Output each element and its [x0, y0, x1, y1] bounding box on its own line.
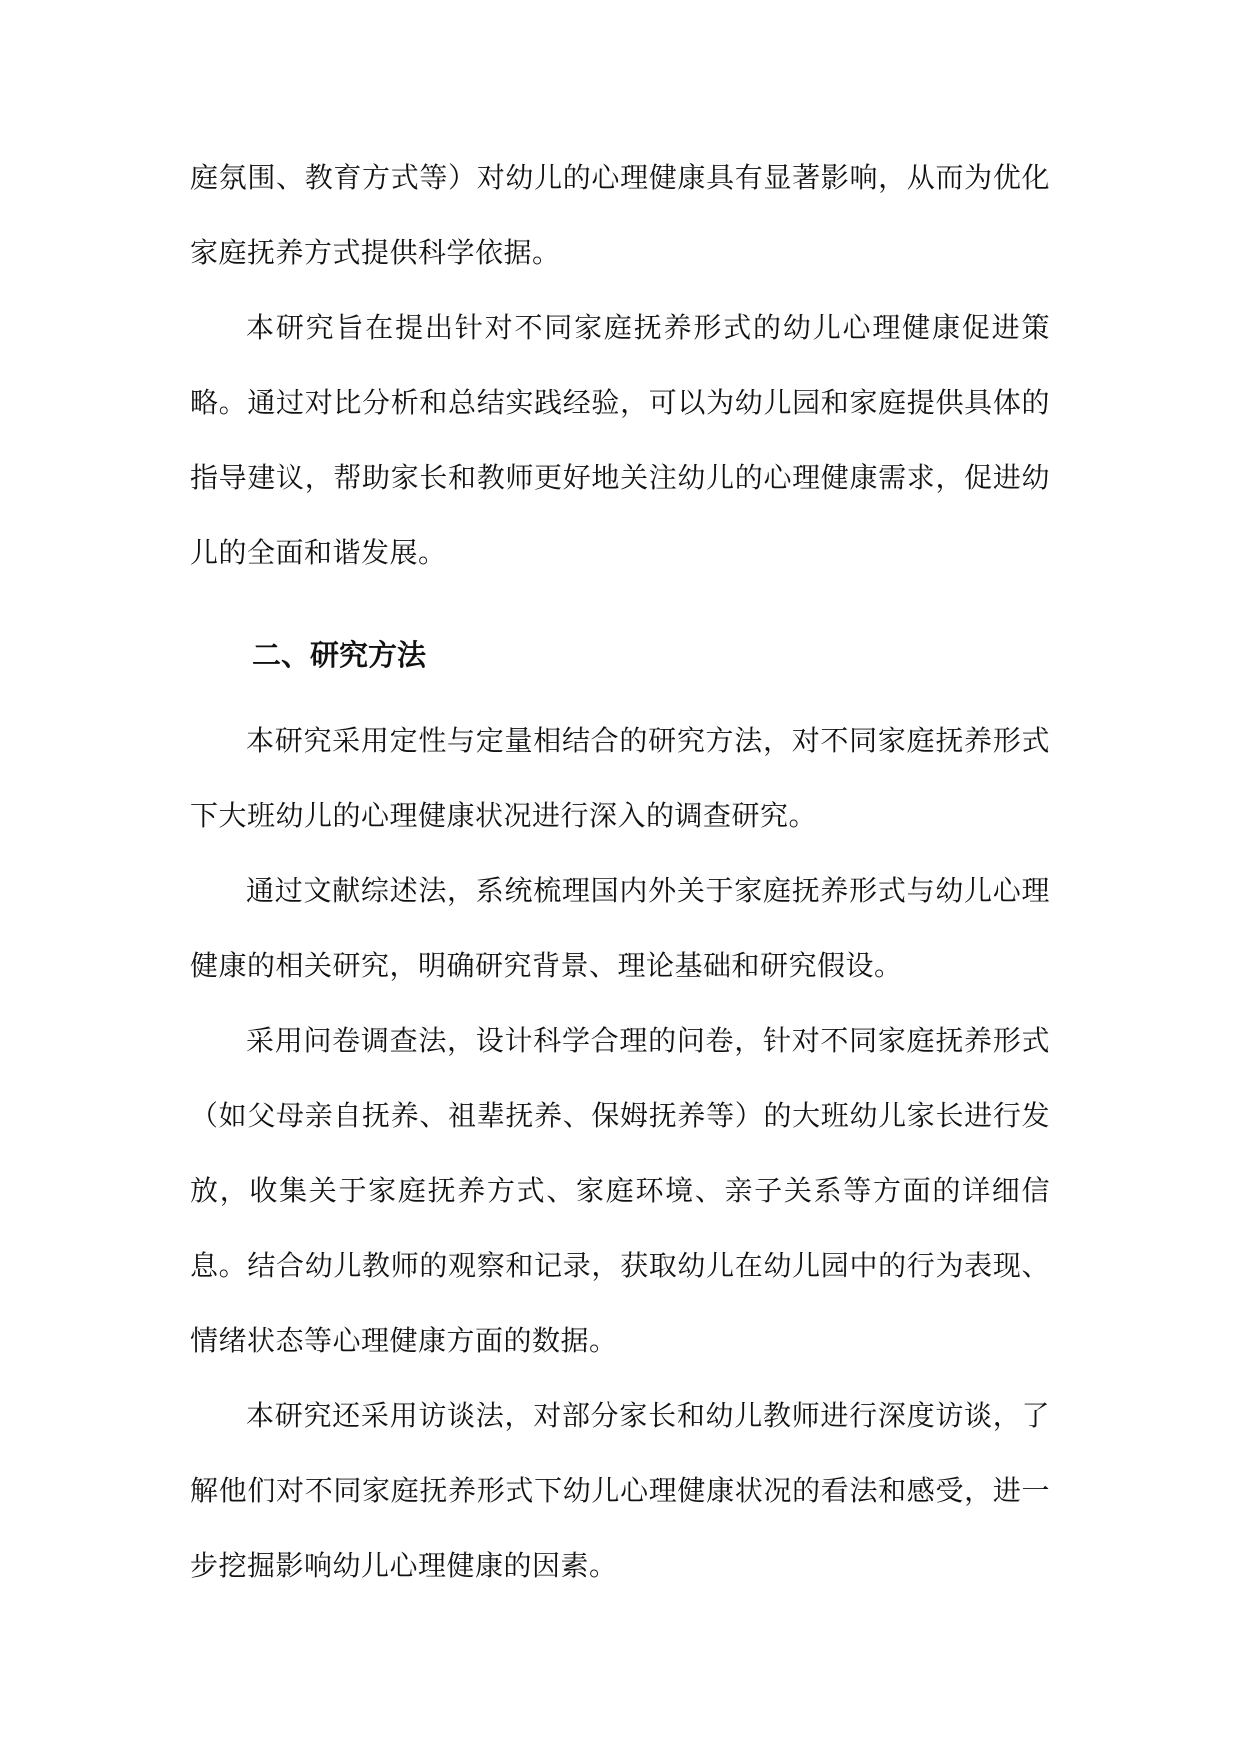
paragraph-questionnaire: 采用问卷调查法，设计科学合理的问卷，针对不同家庭抚养形式（如父母亲自抚养、祖辈抚养、保姆抚养等）的大班幼儿家长进行发放，收集关于家庭抚养方式、家庭环境、亲子关系等方面的详细信息。结合幼儿教师的观察和记录，获取幼儿在幼儿园中的行为表现、情绪状态等心理健康方面的数据。	[190, 1024, 1050, 1357]
paragraph-continued: 庭氛围、教育方式等）对幼儿的心理健康具有显著影响，从而为优化家庭抚养方式提供科学依据。	[190, 161, 1050, 269]
paragraph-research-aim: 本研究旨在提出针对不同家庭抚养形式的幼儿心理健康促进策略。通过对比分析和总结实践经验，可以为幼儿园和家庭提供具体的指导建议，帮助家长和教师更好地关注幼儿的心理健康需求，促进幼儿的全面和谐发展。	[190, 311, 1050, 569]
paragraph-literature-review: 通过文献综述法，系统梳理国内外关于家庭抚养形式与幼儿心理健康的相关研究，明确研究背景、理论基础和研究假设。	[190, 874, 1050, 982]
paragraph-method-overview: 本研究采用定性与定量相结合的研究方法，对不同家庭抚养形式下大班幼儿的心理健康状况进行深入的调查研究。	[190, 724, 1050, 832]
document-body	[190, 140, 1050, 1603]
paragraph-interview: 本研究还采用访谈法，对部分家长和幼儿教师进行深度访谈，了解他们对不同家庭抚养形式下幼儿心理健康状况的看法和感受，进一步挖掘影响幼儿心理健康的因素。	[190, 1399, 1050, 1582]
section-heading: 二、研究方法	[252, 638, 427, 672]
